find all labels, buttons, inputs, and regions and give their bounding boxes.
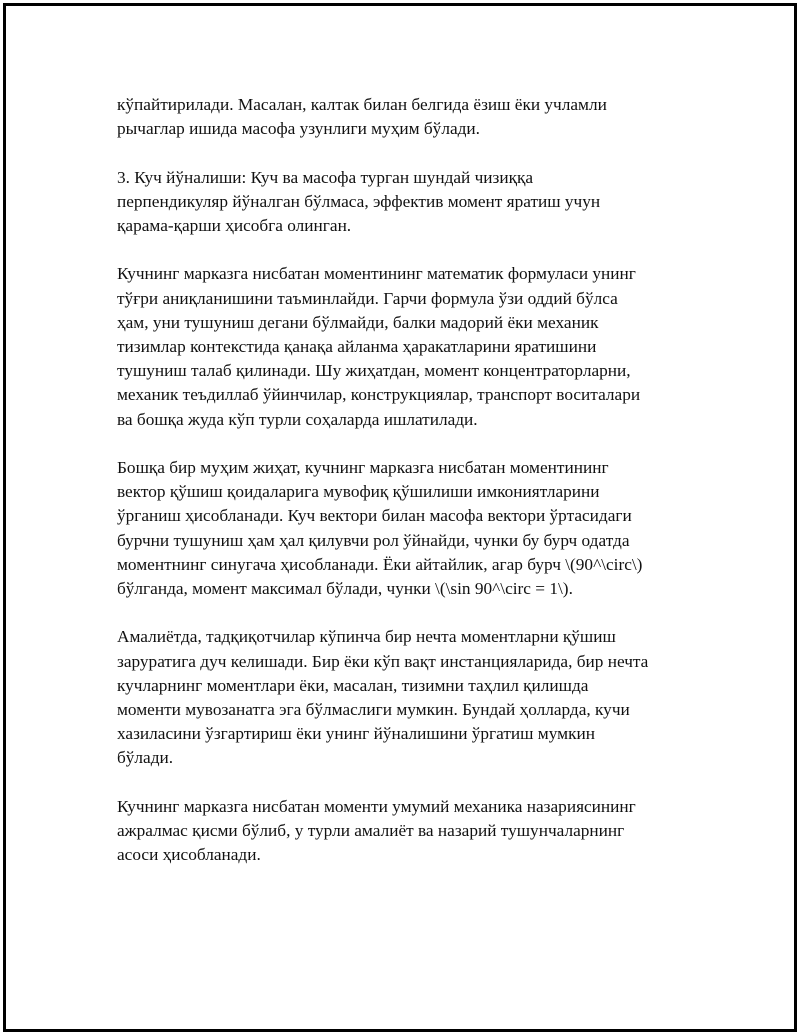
- text-line: ва бошқа жуда кўп турли соҳаларда ишлатилади.: [117, 409, 478, 429]
- paragraph-6: [117, 795, 687, 868]
- text-line: Бошқа бир муҳим жиҳат, кучнинг марказга нисбатан моментининг: [117, 458, 609, 477]
- paragraph-1: [117, 93, 687, 141]
- text-line: 3. Куч йўналиши: Куч ва масофа турган шундай чизиққа: [117, 167, 534, 187]
- text-line: бўлганда, момент максимал бўлади, чунки \(\sin 90^\circ = 1\).: [117, 579, 573, 599]
- paragraph-2: [117, 166, 687, 239]
- text-line: механик теъдиллаб ўйинчилар, конструкциялар, транспорт воситалари: [117, 385, 641, 405]
- text-line: вектор қўшиш қоидаларига мувофиқ қўшилиши имкониятларини: [117, 482, 600, 502]
- document-body: [117, 93, 687, 892]
- text-line: тўғри аниқланишини таъминлайди. Гарчи формула ўзи оддий бўлса: [117, 288, 618, 308]
- text-line: Амалиётда, тадқиқотчилар кўпинча бир нечта моментларни қўшиш: [117, 627, 616, 647]
- text-line: заруратига дуч келишади. Бир ёки кўп вақт инстанцияларида, бир нечта: [117, 651, 649, 671]
- paragraph-3: [117, 262, 687, 431]
- text-line: Кучнинг марказга нисбатан моментининг математик формуласи унинг: [117, 264, 636, 284]
- text-line: тизимлар контекстида қанақа айланма ҳаракатларини яратишини: [117, 337, 597, 356]
- paragraph-4: [117, 456, 687, 601]
- text-line: моментнинг синугача ҳисобланади. Ёки айтайлик, агар бурч \(90^\circ\): [117, 554, 643, 574]
- text-line: рычаглар ишида масофа узунлиги муҳим бўлади.: [117, 119, 480, 139]
- text-line: ҳам, уни тушуниш дегани бўлмайди, балки мадорий ёки механик: [117, 312, 599, 332]
- text-line: ажралмас қисми бўлиб, у турли амалиёт ва назарий тушунчаларнинг: [117, 821, 625, 841]
- paragraph-5: [117, 625, 687, 770]
- text-line: асоси ҳисобланади.: [117, 845, 261, 865]
- text-line: бўлади.: [117, 748, 174, 768]
- text-line: тушуниш талаб қилинади. Шу жиҳатдан, момент концентраторларни,: [117, 361, 631, 381]
- text-line: кучларнинг моментлари ёки, масалан, тизимни таҳлил қилишда: [117, 675, 589, 695]
- text-line: Кучнинг марказга нисбатан моменти умумий механика назариясининг: [117, 796, 636, 816]
- text-line: қарама-қарши ҳисобга олинган.: [117, 216, 352, 235]
- text-line: хазиласини ўзгартириш ёки унинг йўналишини ўргатиш мумкин: [117, 724, 595, 744]
- text-line: ўрганиш ҳисобланади. Куч вектори билан масофа вектори ўртасидаги: [117, 506, 632, 526]
- text-line: перпендикуляр йўналган бўлмаса, эффектив момент яратиш учун: [117, 191, 601, 211]
- text-line: кўпайтирилади. Масалан, калтак билан белгида ёзиш ёки учламли: [117, 95, 607, 114]
- text-line: моменти мувозанатга эга бўлмаслиги мумкин. Бундай ҳолларда, кучи: [117, 700, 630, 720]
- text-line: бурчни тушуниш ҳам ҳал қилувчи рол ўйнайди, чунки бу бурч одатда: [117, 530, 630, 550]
